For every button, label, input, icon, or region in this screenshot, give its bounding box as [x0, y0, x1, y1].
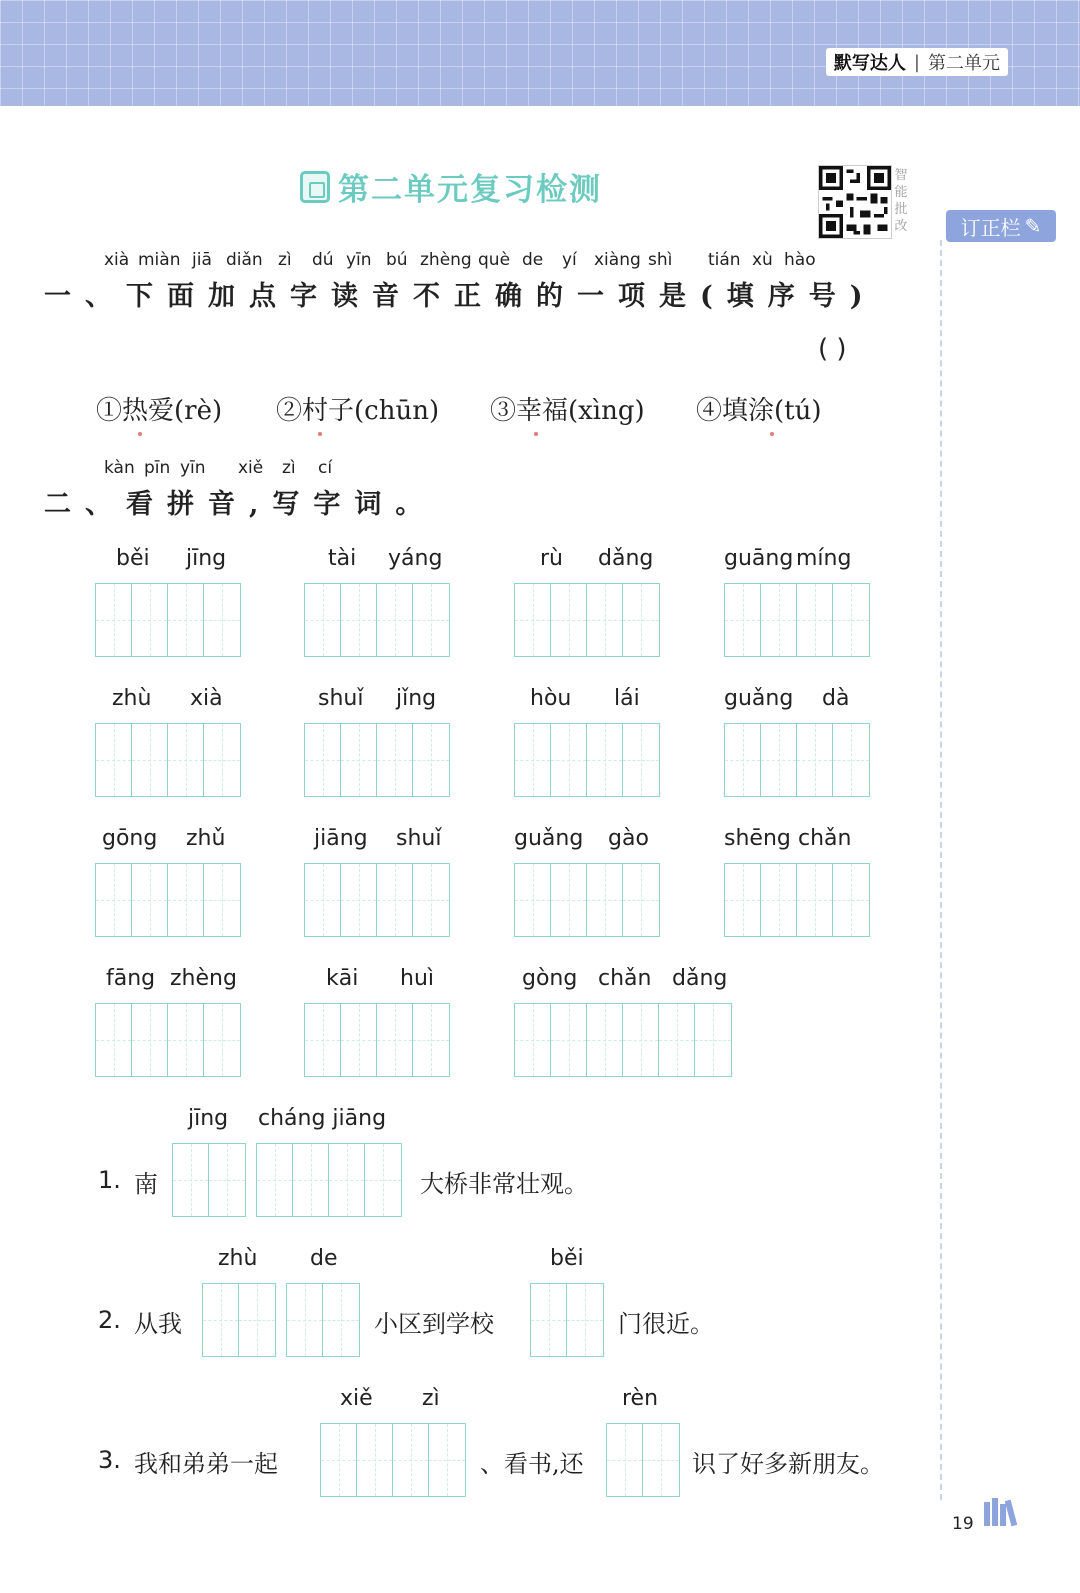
writing-grid[interactable] [724, 863, 870, 937]
writing-grid[interactable] [304, 1003, 450, 1077]
writing-grid[interactable] [95, 1003, 241, 1077]
pinyin: zhèng [170, 966, 237, 991]
pinyin: xiàng [594, 250, 641, 270]
pinyin: zì [278, 250, 292, 270]
writing-grid[interactable] [606, 1423, 680, 1497]
pinyin: dà [822, 686, 850, 711]
pinyin: shuǐ [396, 826, 442, 851]
correction-badge [946, 210, 1056, 242]
sentence-text: 、看书,还 [480, 1450, 584, 1478]
sentence-text: 从我 [134, 1310, 182, 1338]
header-brand: 默写达人 [833, 53, 906, 74]
emphasis-dot [770, 432, 774, 436]
writing-grid[interactable] [514, 583, 660, 657]
writing-grid[interactable] [530, 1283, 604, 1357]
pinyin: yáng [388, 546, 443, 571]
pinyin: xù [752, 250, 773, 270]
pinyin: gào [608, 826, 649, 851]
writing-grid[interactable] [514, 1003, 732, 1077]
pinyin: kàn [104, 458, 135, 478]
sentence-number: 1. [98, 1166, 121, 1194]
pinyin: yí [562, 250, 577, 270]
sentence-text: 大桥非常壮观。 [420, 1170, 588, 1198]
pinyin: chǎn [798, 826, 852, 851]
pinyin: jǐng [396, 686, 437, 711]
writing-grid[interactable] [95, 583, 241, 657]
pinyin: rèn [622, 1386, 659, 1411]
pinyin: de [522, 250, 544, 270]
pencil-icon: ✎ [1024, 214, 1042, 238]
pinyin: zhù [218, 1246, 258, 1271]
option-2: ②村子(chūn) [276, 396, 440, 426]
option-3: ③幸福(xìng) [490, 396, 645, 426]
qr-side-text: 智能批改 [894, 168, 908, 234]
section1-heading: 一、下面加点字读音不正确的一项是(填序号) [44, 281, 877, 312]
pinyin: de [310, 1246, 338, 1271]
page-number: 19 [952, 1514, 974, 1534]
pinyin: zhǔ [186, 826, 226, 851]
sentence-number: 2. [98, 1306, 121, 1334]
pinyin: xiě [340, 1386, 373, 1411]
pinyin: jīng [186, 546, 227, 571]
pinyin: yīn [180, 458, 206, 478]
writing-grid[interactable] [172, 1143, 246, 1217]
pinyin: cháng jiāng [258, 1106, 387, 1131]
sentence-text: 识了好多新朋友。 [692, 1450, 884, 1478]
pinyin: hòu [530, 686, 572, 711]
pinyin: zì [282, 458, 296, 478]
writing-grid[interactable] [514, 863, 660, 937]
writing-grid[interactable] [304, 863, 450, 937]
correction-label: 订正栏 [960, 215, 1021, 240]
pinyin: shēng [724, 826, 791, 851]
header-band [0, 0, 1080, 106]
header-tag [826, 48, 1008, 76]
pinyin: běi [550, 1246, 584, 1271]
pinyin: shuǐ [318, 686, 364, 711]
sentence-text: 南 [134, 1170, 158, 1198]
pinyin: míng [796, 546, 852, 571]
notebook-icon [300, 171, 330, 203]
pinyin: xià [104, 250, 130, 270]
writing-grid[interactable] [320, 1423, 466, 1497]
pinyin: rù [540, 546, 563, 571]
emphasis-dot [534, 432, 538, 436]
pinyin: tài [328, 546, 357, 571]
pinyin: guāng [724, 546, 794, 571]
sentence-text: 小区到学校 [374, 1310, 494, 1338]
writing-grid[interactable] [304, 583, 450, 657]
pinyin: guǎng [514, 826, 584, 851]
correction-column-divider [940, 240, 942, 1500]
option-1: ①热爱(rè) [96, 396, 223, 426]
writing-grid[interactable] [95, 723, 241, 797]
pinyin: hào [784, 250, 816, 270]
writing-grid[interactable] [202, 1283, 276, 1357]
sentence-number: 3. [98, 1446, 121, 1474]
page-title: 第二单元复习检测 [338, 172, 602, 208]
pinyin: dǎng [598, 546, 654, 571]
writing-grid[interactable] [724, 723, 870, 797]
pinyin: cí [318, 458, 333, 478]
pinyin: què [478, 250, 511, 270]
books-icon [984, 1498, 1016, 1526]
sentence-text: 门很近。 [618, 1310, 714, 1338]
option-4: ④填涂(tú) [696, 396, 822, 426]
pinyin: shì [648, 250, 673, 270]
header-separator: | [913, 51, 920, 73]
pinyin: fāng [106, 966, 156, 991]
emphasis-dot [138, 432, 142, 436]
pinyin: lái [614, 686, 640, 711]
writing-grid[interactable] [286, 1283, 360, 1357]
writing-grid[interactable] [724, 583, 870, 657]
pinyin: xià [190, 686, 223, 711]
pinyin: kāi [326, 966, 359, 991]
writing-grid[interactable] [304, 723, 450, 797]
pinyin: jiā [192, 250, 212, 270]
pinyin: yīn [346, 250, 372, 270]
answer-paren[interactable]: ( ) [818, 334, 847, 364]
pinyin: chǎn [598, 966, 652, 991]
pinyin: guǎng [724, 686, 794, 711]
pinyin: zhèng [420, 250, 472, 270]
pinyin: jīng [188, 1106, 229, 1131]
pinyin: tián [708, 250, 741, 270]
page-title-block [300, 164, 602, 209]
pinyin: gòng [522, 966, 578, 991]
pinyin: huì [400, 966, 434, 991]
pinyin: dǎng [672, 966, 728, 991]
pinyin: dú [312, 250, 334, 270]
pinyin: bú [386, 250, 408, 270]
pinyin: diǎn [226, 250, 263, 270]
writing-grid[interactable] [256, 1143, 402, 1217]
writing-grid[interactable] [95, 863, 241, 937]
pinyin: pīn [144, 458, 171, 478]
section2-heading: 二、看拼音,写字词。 [44, 489, 437, 520]
pinyin: miàn [138, 250, 181, 270]
pinyin: běi [116, 546, 150, 571]
header-unit: 第二单元 [928, 53, 1000, 74]
pinyin: zhù [112, 686, 152, 711]
pinyin: zì [422, 1386, 440, 1411]
emphasis-dot [318, 432, 322, 436]
pinyin: gōng [102, 826, 158, 851]
writing-grid[interactable] [514, 723, 660, 797]
qr-code-icon[interactable] [818, 165, 892, 239]
pinyin: jiāng [314, 826, 368, 851]
sentence-text: 我和弟弟一起 [134, 1450, 278, 1478]
pinyin: xiě [238, 458, 264, 478]
